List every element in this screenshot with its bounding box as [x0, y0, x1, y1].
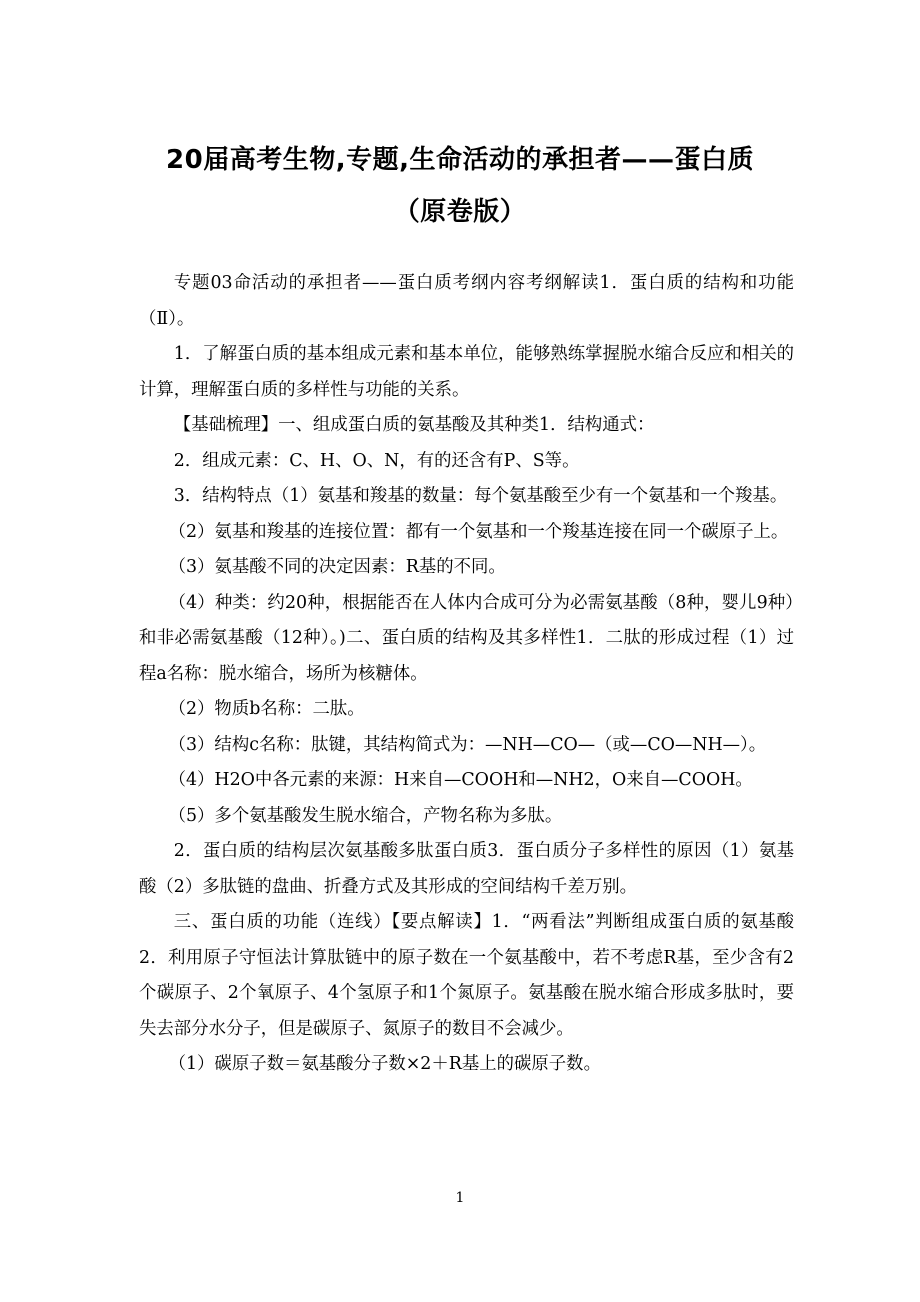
paragraph: （4）H2O中各元素的来源：H来自—COOH和—NH2，O来自—COOH。 [168, 770, 753, 790]
paragraph: 3．结构特点（1）氨基和羧基的数量：每个氨基酸至少有一个氨基和一个羧基。 [173, 486, 788, 506]
document-title: 20届高考生物,专题,生命活动的承担者——蛋白质（原卷版） [166, 145, 754, 227]
paragraph: （5）多个氨基酸发生脱水缩合，产物名称为多肽。 [168, 805, 563, 826]
page-number: 1 [455, 1190, 465, 1206]
paragraph: 1．了解蛋白质的基本组成元素和基本单位，能够熟练掌握脱水缩合反应和相关的计算，理解蛋白质的多样性与功能的关系。 [139, 344, 794, 400]
paragraph: 专题03命活动的承担者——蛋白质考纲内容考纲解读1．蛋白质的结构和功能（Ⅱ）。 [139, 273, 794, 329]
paragraph: 【基础梳理】一、组成蛋白质的氨基酸及其种类1．结构通式： [173, 415, 655, 435]
paragraph: （2）物质b名称：二肽。 [168, 699, 365, 719]
paragraph: （1）碳原子数＝氨基酸分子数×2＋R基上的碳原子数。 [168, 1054, 601, 1074]
paragraph: 2．组成元素：C、H、O、N，有的还含有P、S等。 [173, 450, 580, 471]
paragraph: （3）结构c名称：肽键，其结构简式为：—NH—CO—（或—CO—NH—）。 [168, 734, 767, 755]
paragraph: 2．蛋白质的结构层次氨基酸多肽蛋白质3．蛋白质分子多样性的原因（1）氨基酸（2）多肽链的盘曲、折叠方式及其形成的空间结构千差万别。 [139, 841, 794, 897]
paragraph: （4）种类：约20种，根据能否在人体内合成可分为必需氨基酸（8种，婴儿9种）和非必需氨基酸（12种）。)二、蛋白质的结构及其多样性1．二肽的形成过程（1）过程a名称：脱水缩合，场所为核糖体。 [139, 592, 794, 684]
document-body [139, 266, 794, 1083]
paragraph: （3）氨基酸不同的决定因素：R基的不同。 [168, 557, 506, 577]
paragraph: （2）氨基和羧基的连接位置：都有一个氨基和一个羧基连接在同一个碳原子上。 [168, 521, 789, 542]
paragraph: 三、蛋白质的功能（连线）【要点解读】1．“两看法”判断组成蛋白质的氨基酸2．利用原子守恒法计算肽链中的原子数在一个氨基酸中，若不考虑R基，至少含有2个碳原子、2个氧原子、4个氢原子和1个氮原子。氨基酸在脱水缩合形成多肽时，要失去部分水分子，但是碳原子、氮原子的数目不会减少。 [139, 912, 794, 1039]
